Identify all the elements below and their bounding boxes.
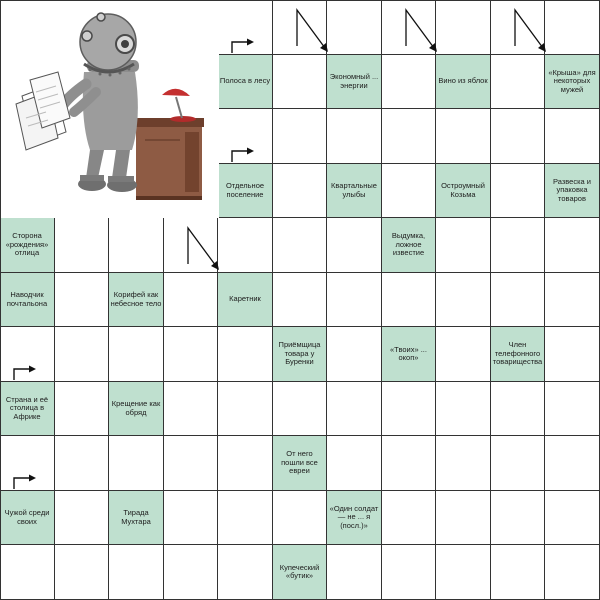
answer-cell[interactable] [382, 382, 436, 436]
clue-text: Экономный ... энергии [329, 72, 379, 90]
answer-cell[interactable] [109, 327, 164, 382]
clue-text: Развеска и упаковка товаров [553, 176, 591, 203]
answer-cell[interactable] [491, 273, 545, 327]
answer-cell[interactable] [491, 491, 545, 545]
answer-cell[interactable] [218, 109, 273, 164]
clue-text: Член телефонного товарищества [492, 340, 543, 367]
answer-cell[interactable] [382, 545, 436, 600]
answer-cell[interactable] [164, 545, 218, 600]
clue-cell [218, 273, 273, 327]
clue-cell [0, 218, 55, 273]
clue-text: Сторона «рождения» отлица [5, 231, 49, 258]
answer-cell[interactable] [436, 545, 491, 600]
clue-cell [436, 164, 491, 218]
answer-cell[interactable] [164, 218, 218, 273]
answer-cell[interactable] [382, 491, 436, 545]
clue-text: «Крыша» для некоторых мужей [548, 67, 596, 94]
answer-cell[interactable] [545, 218, 600, 273]
answer-cell[interactable] [491, 55, 545, 109]
clue-text: Полоса в лесу [219, 76, 271, 86]
answer-cell[interactable] [55, 218, 109, 273]
answer-cell[interactable] [327, 0, 382, 55]
answer-cell[interactable] [436, 436, 491, 491]
answer-cell[interactable] [382, 436, 436, 491]
answer-cell[interactable] [218, 382, 273, 436]
clue-cell [0, 382, 55, 436]
answer-cell[interactable] [55, 327, 109, 382]
answer-cell[interactable] [273, 218, 327, 273]
clue-text: Купеческий «бутик» [279, 562, 320, 580]
answer-cell[interactable] [327, 436, 382, 491]
diver-picture [0, 0, 219, 218]
answer-cell[interactable] [327, 273, 382, 327]
answer-cell[interactable] [436, 273, 491, 327]
clue-cell [382, 218, 436, 273]
answer-cell[interactable] [545, 436, 600, 491]
answer-cell[interactable] [273, 164, 327, 218]
clue-text: Отдельное поселение [225, 181, 265, 199]
diagonal-arrow-icon [186, 226, 222, 272]
answer-cell[interactable] [327, 545, 382, 600]
answer-cell[interactable] [491, 545, 545, 600]
answer-cell[interactable] [491, 218, 545, 273]
clue-cell [0, 273, 55, 327]
answer-cell[interactable] [218, 545, 273, 600]
answer-cell[interactable] [382, 164, 436, 218]
answer-cell[interactable] [382, 273, 436, 327]
answer-cell[interactable] [0, 327, 55, 382]
clue-cell [382, 327, 436, 382]
clue-text: Тирада Мухтара [121, 508, 151, 526]
diagonal-arrow-icon [513, 8, 549, 54]
answer-cell[interactable] [382, 0, 436, 55]
clue-cell [109, 491, 164, 545]
answer-cell[interactable] [491, 109, 545, 164]
answer-cell[interactable] [382, 109, 436, 164]
clue-cell [0, 491, 55, 545]
clue-text: Корифей как небесное тело [110, 290, 162, 308]
answer-cell[interactable] [327, 327, 382, 382]
answer-cell[interactable] [218, 327, 273, 382]
answer-cell[interactable] [164, 491, 218, 545]
answer-cell[interactable] [327, 382, 382, 436]
answer-cell[interactable] [164, 327, 218, 382]
answer-cell[interactable] [491, 382, 545, 436]
answer-cell[interactable] [436, 109, 491, 164]
answer-cell[interactable] [491, 0, 545, 55]
answer-cell[interactable] [382, 55, 436, 109]
answer-cell[interactable] [436, 218, 491, 273]
answer-cell[interactable] [273, 273, 327, 327]
clue-cell [545, 164, 600, 218]
clue-text: Остроумный Козьма [441, 181, 485, 199]
answer-cell[interactable] [545, 109, 600, 164]
diver [62, 13, 139, 192]
answer-cell[interactable] [109, 545, 164, 600]
clue-text: Страна и её столица в Африке [5, 394, 49, 421]
clue-text: Квартальные улыбы [331, 181, 377, 199]
clue-cell [109, 273, 164, 327]
clue-text: Каретник [229, 294, 261, 304]
answer-cell[interactable] [273, 382, 327, 436]
answer-cell[interactable] [545, 0, 600, 55]
clue-text: Выдумка, ложное известие [391, 231, 426, 258]
clue-text: Крещение как обряд [111, 399, 161, 417]
clue-text: Вино из яблок [438, 76, 488, 86]
answer-cell[interactable] [436, 382, 491, 436]
desk [132, 118, 204, 200]
clue-text: Чужой среди своих [4, 508, 50, 526]
answer-cell[interactable] [491, 164, 545, 218]
bent-arrow-icon [230, 147, 256, 163]
answer-cell[interactable] [273, 0, 327, 55]
clue-text: «Твоих» ... окоп» [390, 344, 427, 362]
answer-cell[interactable] [164, 436, 218, 491]
answer-cell[interactable] [55, 491, 109, 545]
answer-cell[interactable] [273, 109, 327, 164]
clue-cell [218, 164, 273, 218]
clue-cell [491, 327, 545, 382]
diver-illustration [0, 0, 219, 218]
answer-cell[interactable] [545, 327, 600, 382]
answer-cell[interactable] [0, 545, 55, 600]
clue-cell [327, 55, 382, 109]
answer-cell[interactable] [436, 327, 491, 382]
answer-cell[interactable] [164, 382, 218, 436]
answer-cell[interactable] [218, 436, 273, 491]
answer-cell[interactable] [327, 109, 382, 164]
answer-cell[interactable] [327, 218, 382, 273]
clue-text: Наводчик почтальона [6, 290, 48, 308]
answer-cell[interactable] [218, 0, 273, 55]
answer-cell[interactable] [109, 218, 164, 273]
clue-cell [109, 382, 164, 436]
answer-cell[interactable] [55, 436, 109, 491]
clue-cell [545, 55, 600, 109]
bent-arrow-icon [12, 365, 38, 381]
clue-cell [218, 55, 273, 109]
answer-cell[interactable] [436, 491, 491, 545]
bent-arrow-icon [12, 474, 38, 490]
clue-text: От него пошли все евреи [281, 449, 318, 476]
answer-cell[interactable] [545, 382, 600, 436]
answer-cell[interactable] [545, 545, 600, 600]
grid-frame-top [0, 0, 600, 1]
clue-cell [273, 327, 327, 382]
diagonal-arrow-icon [295, 8, 331, 54]
desk-lamp [162, 89, 196, 122]
answer-cell[interactable] [0, 436, 55, 491]
clue-cell [436, 55, 491, 109]
answer-cell[interactable] [273, 55, 327, 109]
answer-cell[interactable] [55, 545, 109, 600]
answer-cell[interactable] [218, 491, 273, 545]
papers [16, 72, 70, 150]
answer-cell[interactable] [545, 273, 600, 327]
clue-cell [273, 545, 327, 600]
bent-arrow-icon [230, 38, 256, 54]
answer-cell[interactable] [164, 273, 218, 327]
clue-cell [327, 164, 382, 218]
answer-cell[interactable] [545, 491, 600, 545]
answer-cell[interactable] [436, 0, 491, 55]
clue-text: «Один солдат — не ... я (посл.)» [329, 503, 379, 530]
diagonal-arrow-icon [404, 8, 440, 54]
grid-frame-left [0, 0, 1, 600]
answer-cell[interactable] [218, 218, 273, 273]
clue-text: Приёмщица товара у Буренки [278, 340, 321, 367]
clue-cell [273, 436, 327, 491]
answer-cell[interactable] [55, 273, 109, 327]
answer-cell[interactable] [109, 436, 164, 491]
answer-cell[interactable] [491, 436, 545, 491]
answer-cell[interactable] [273, 491, 327, 545]
clue-cell [327, 491, 382, 545]
answer-cell[interactable] [55, 382, 109, 436]
